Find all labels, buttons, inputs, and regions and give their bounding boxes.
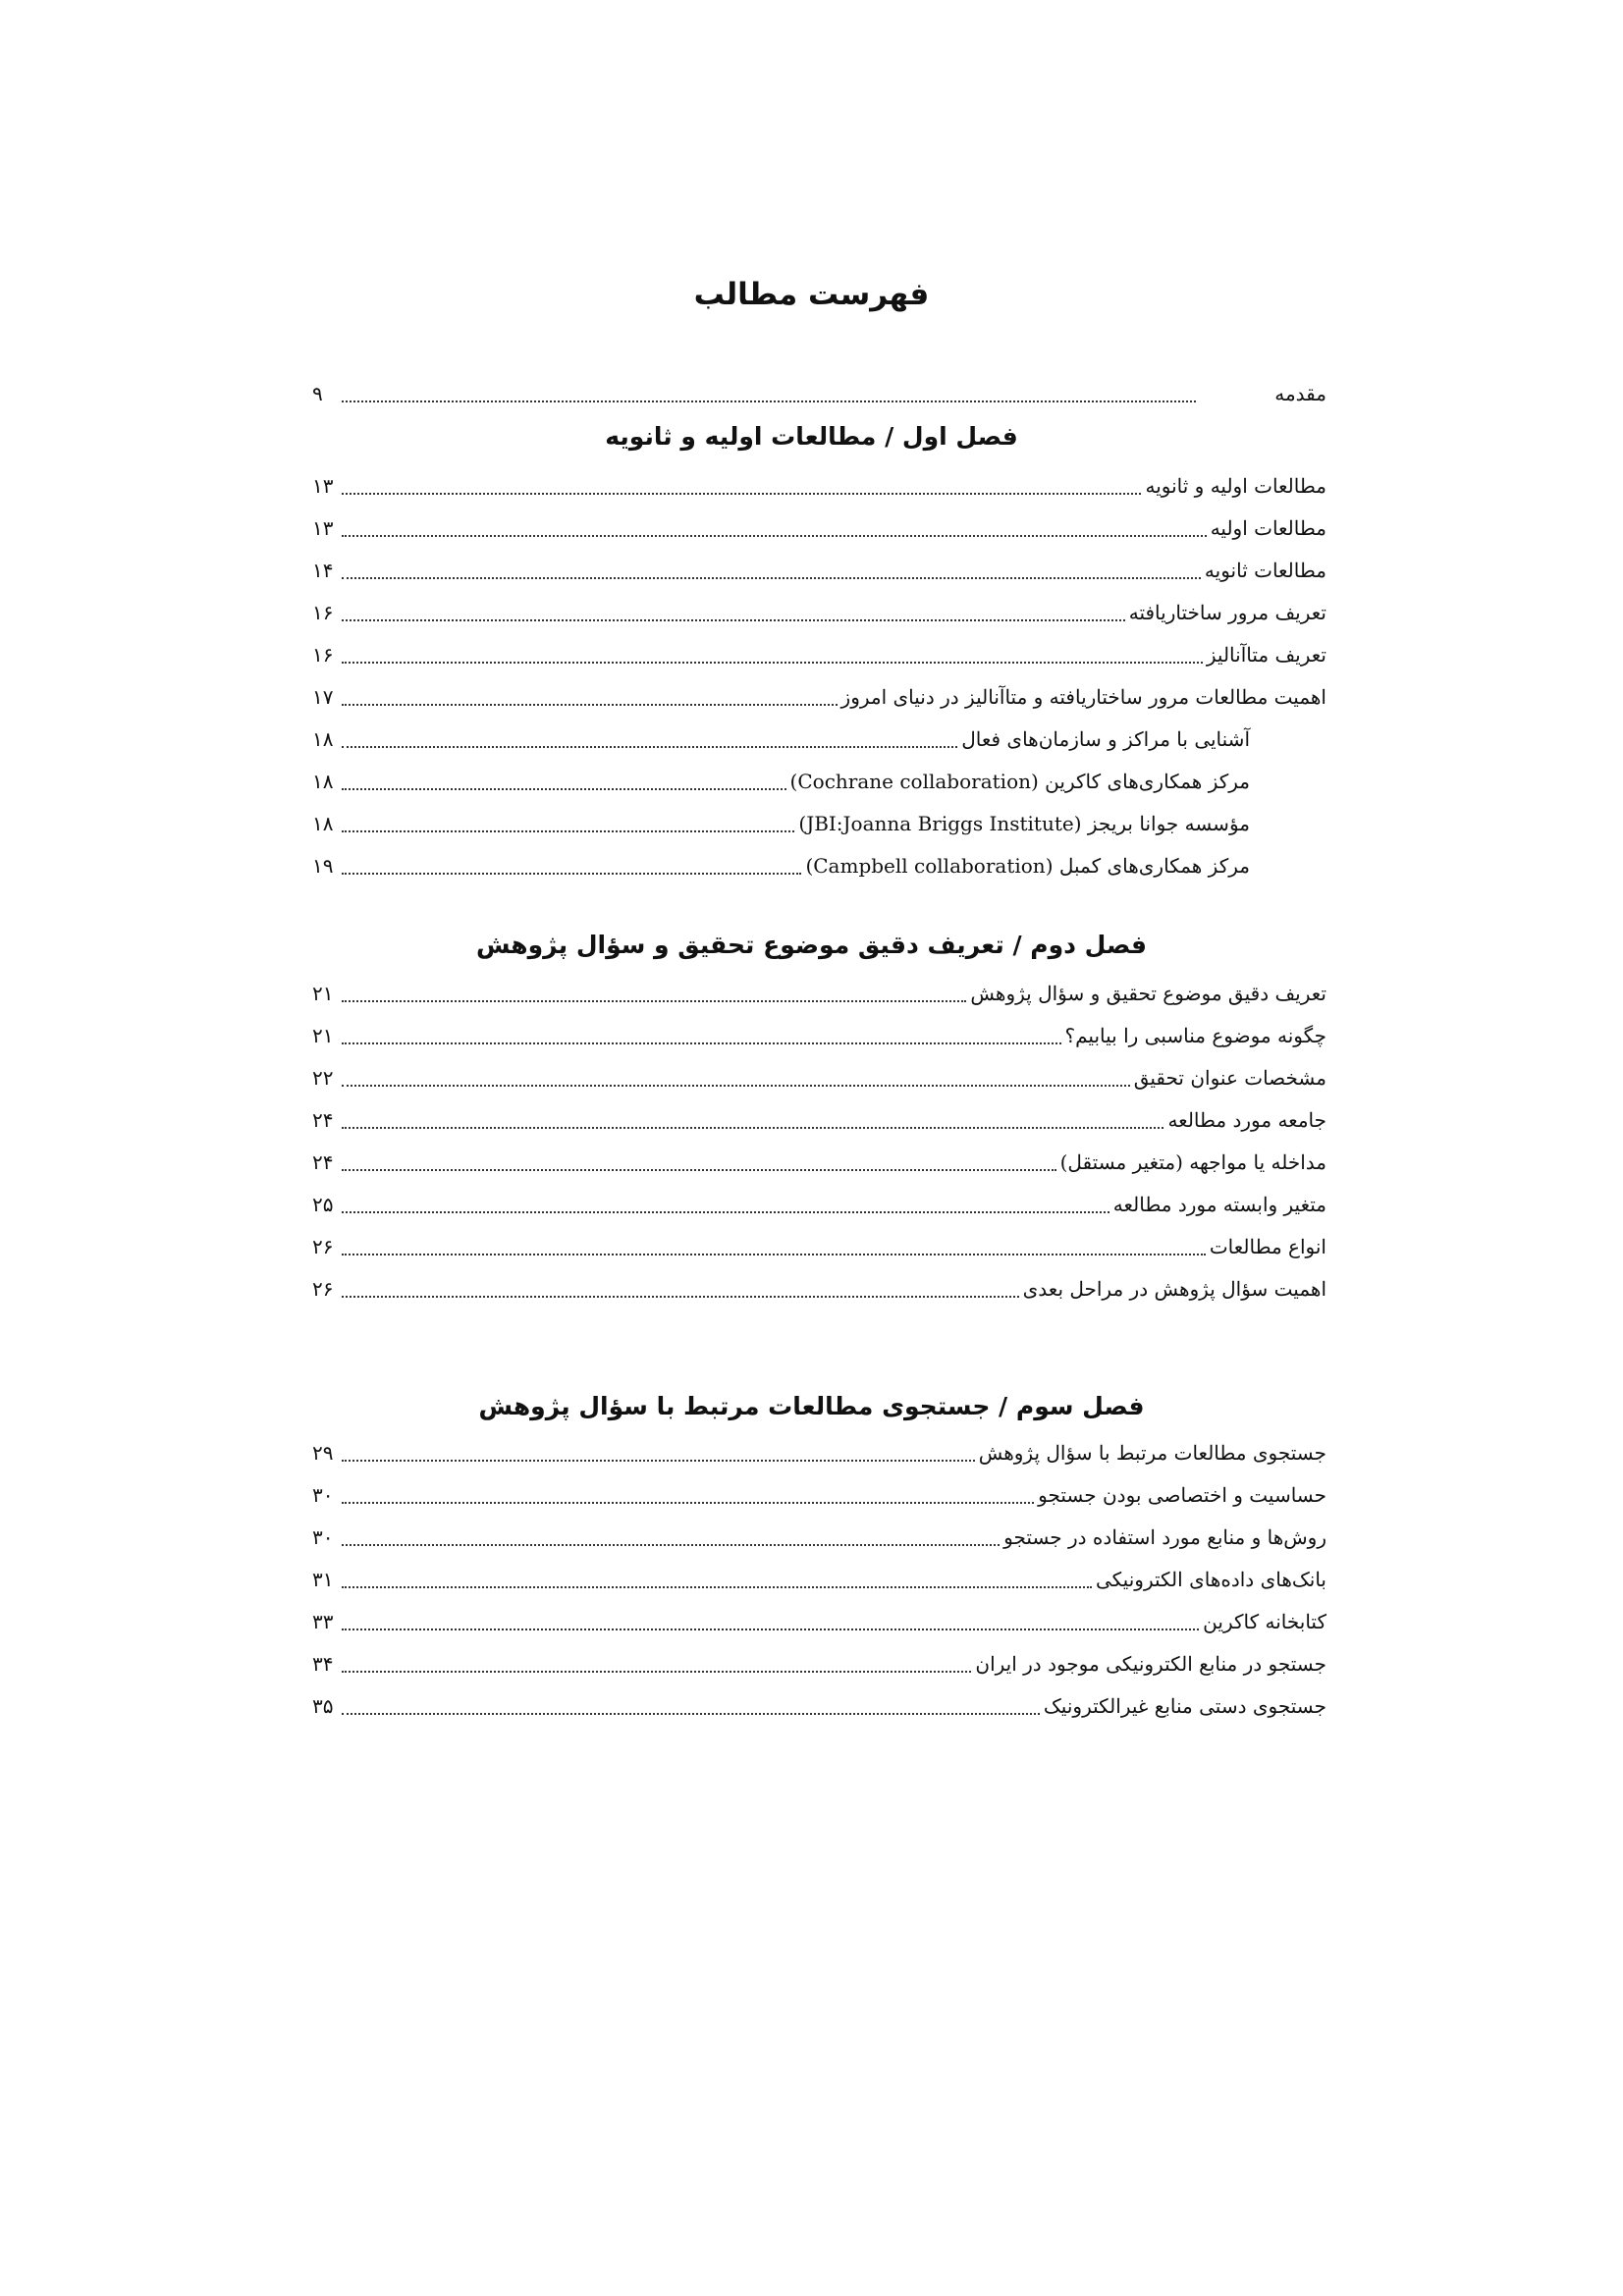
toc-entry-label: جامعه مورد مطالعه — [1167, 1108, 1326, 1132]
chapter-1-title: فصل اول / مطالعات اولیه و ثانویه — [605, 422, 1018, 451]
toc-entry[interactable] — [312, 1687, 1326, 1725]
toc-entry-page: ۳۱ — [312, 1568, 334, 1591]
toc-subentry[interactable] — [312, 763, 1250, 800]
toc-entry-page: ۱۶ — [312, 643, 334, 667]
dot-leader — [342, 577, 1201, 579]
toc-subentry[interactable] — [312, 847, 1250, 884]
dot-leader — [342, 1254, 1206, 1255]
toc-entry-label: متغیر وابسته مورد مطالعه — [1112, 1193, 1326, 1216]
toc-entry-page: ۲۴ — [312, 1108, 334, 1132]
toc-entry[interactable] — [312, 1228, 1326, 1265]
toc-entry[interactable] — [312, 636, 1326, 673]
toc-entry[interactable] — [312, 1017, 1326, 1054]
toc-entry[interactable] — [312, 1186, 1326, 1223]
toc-entry-label: مؤسسه جوانا بریجز (JBI:Joanna Briggs Institute) — [798, 812, 1250, 835]
toc-entry-page: ۲۱ — [312, 982, 334, 1005]
toc-entry-page: ۳۵ — [312, 1694, 334, 1718]
toc-entry[interactable] — [312, 1434, 1326, 1471]
toc-entry-page: ۱۳ — [312, 474, 334, 498]
toc-title: فهرست مطالب — [693, 277, 930, 312]
toc-entry-label: بانک‌های داده‌های الکترونیکی — [1095, 1568, 1326, 1591]
dot-leader — [342, 1502, 1034, 1504]
dot-leader — [342, 1460, 975, 1462]
toc-entry-label: مرکز همکاری‌های کاکرین (Cochrane collaboration) — [789, 770, 1250, 793]
toc-entry[interactable] — [312, 467, 1326, 505]
dot-leader — [342, 704, 838, 706]
toc-subentry[interactable] — [312, 805, 1250, 842]
toc-entry-label: انواع مطالعات — [1209, 1235, 1326, 1258]
dot-leader — [342, 493, 1141, 495]
toc-entry[interactable] — [312, 1144, 1326, 1181]
toc-entry-page: ۱۳ — [312, 516, 334, 540]
toc-entry-label: چگونه موضوع مناسبی را بیابیم؟ — [1064, 1024, 1326, 1047]
toc-entry-page: ۲۹ — [312, 1441, 334, 1465]
toc-entry-page: ۲۱ — [312, 1024, 334, 1047]
toc-entry[interactable] — [312, 1476, 1326, 1514]
dot-leader — [342, 1000, 966, 1002]
dot-leader — [342, 1085, 1130, 1087]
toc-entry[interactable] — [312, 678, 1326, 716]
toc-entry-page: ۱۸ — [312, 770, 334, 793]
toc-entry[interactable] — [312, 594, 1326, 631]
dot-leader — [342, 1713, 1040, 1715]
toc-entry-label: مقدمه — [1274, 382, 1326, 405]
toc-subentry[interactable] — [312, 721, 1250, 758]
toc-entry-label: تعریف دقیق موضوع تحقیق و سؤال پژوهش — [970, 982, 1326, 1005]
chapter-2-title: فصل دوم / تعریف دقیق موضوع تحقیق و سؤال پژوهش — [475, 931, 1148, 959]
toc-entry-label: جستجوی مطالعات مرتبط با سؤال پژوهش — [978, 1441, 1326, 1465]
toc-entry-label: مطالعات اولیه و ثانویه — [1145, 474, 1326, 498]
toc-entry-page: ۹ — [312, 382, 323, 405]
toc-entry[interactable] — [312, 1645, 1326, 1682]
toc-entry-intro[interactable] — [312, 375, 1326, 412]
dot-leader — [342, 1042, 1061, 1044]
toc-entry-page: ۳۳ — [312, 1610, 334, 1633]
toc-entry-page: ۲۴ — [312, 1150, 334, 1174]
dot-leader — [342, 1169, 1056, 1171]
toc-entry-label: مداخله یا مواجهه (متغیر مستقل) — [1059, 1150, 1326, 1174]
toc-entry-label: مرکز همکاری‌های کمبل (Campbell collaboration) — [805, 854, 1250, 878]
dot-leader — [342, 1211, 1109, 1213]
toc-entry-label: آشنایی با مراکز و سازمان‌های فعال — [961, 727, 1250, 751]
toc-entry-label: مطالعات اولیه — [1210, 516, 1326, 540]
toc-entry-page: ۱۹ — [312, 854, 334, 878]
toc-entry-page: ۱۸ — [312, 812, 334, 835]
toc-entry-page: ۱۶ — [312, 601, 334, 624]
toc-entry-label: جستجو در منابع الکترونیکی موجود در ایران — [975, 1652, 1326, 1676]
toc-entry[interactable] — [312, 1519, 1326, 1556]
dot-leader — [342, 1544, 1000, 1546]
toc-entry[interactable] — [312, 509, 1326, 547]
toc-entry[interactable] — [312, 552, 1326, 589]
toc-entry-page: ۱۴ — [312, 559, 334, 582]
dot-leader — [342, 619, 1125, 621]
toc-entry-page: ۳۴ — [312, 1652, 334, 1676]
dot-leader — [342, 662, 1203, 664]
dot-leader — [342, 873, 801, 875]
toc-entry-label: تعریف مرور ساختاریافته — [1128, 601, 1326, 624]
dot-leader — [342, 1671, 971, 1673]
toc-entry[interactable] — [312, 1101, 1326, 1139]
dot-leader — [342, 1296, 1019, 1298]
dot-leader — [342, 1586, 1092, 1588]
dot-leader — [342, 535, 1207, 537]
toc-entry[interactable] — [312, 1059, 1326, 1096]
toc-entry-page: ۱۷ — [312, 685, 334, 709]
dot-leader — [342, 788, 786, 790]
chapter-3-title: فصل سوم / جستجوی مطالعات مرتبط با سؤال پژوهش — [478, 1392, 1145, 1420]
dot-leader — [342, 830, 794, 832]
toc-entry-label: مطالعات ثانویه — [1204, 559, 1326, 582]
toc-entry-page: ۱۸ — [312, 727, 334, 751]
dot-leader — [342, 1127, 1163, 1129]
toc-entry-page: ۲۶ — [312, 1277, 334, 1301]
toc-entry[interactable] — [312, 975, 1326, 1012]
toc-entry-label: اهمیت مطالعات مرور ساختاریافته و متاآنالیز در دنیای امروز — [840, 685, 1326, 709]
toc-entry-label: حساسیت و اختصاصی بودن جستجو — [1038, 1483, 1326, 1507]
toc-entry-label: جستجوی دستی منابع غیرالکترونیک — [1043, 1694, 1326, 1718]
toc-entry-page: ۲۲ — [312, 1066, 334, 1090]
toc-entry-page: ۲۶ — [312, 1235, 334, 1258]
toc-entry[interactable] — [312, 1561, 1326, 1598]
toc-entry-label: تعریف متاآنالیز — [1206, 643, 1326, 667]
dot-leader — [342, 746, 957, 748]
toc-entry[interactable] — [312, 1270, 1326, 1308]
toc-entry-page: ۳۰ — [312, 1525, 334, 1549]
toc-entry-label: اهمیت سؤال پژوهش در مراحل بعدی — [1022, 1277, 1326, 1301]
toc-entry-page: ۲۵ — [312, 1193, 334, 1216]
dot-leader — [342, 1629, 1199, 1630]
toc-entry-label: مشخصات عنوان تحقیق — [1133, 1066, 1326, 1090]
dot-leader — [342, 400, 1196, 402]
toc-entry-label: کتابخانه کاکرین — [1203, 1610, 1326, 1633]
toc-entry[interactable] — [312, 1603, 1326, 1640]
toc-entry-label: روش‌ها و منابع مورد استفاده در جستجو — [1003, 1525, 1326, 1549]
toc-entry-page: ۳۰ — [312, 1483, 334, 1507]
